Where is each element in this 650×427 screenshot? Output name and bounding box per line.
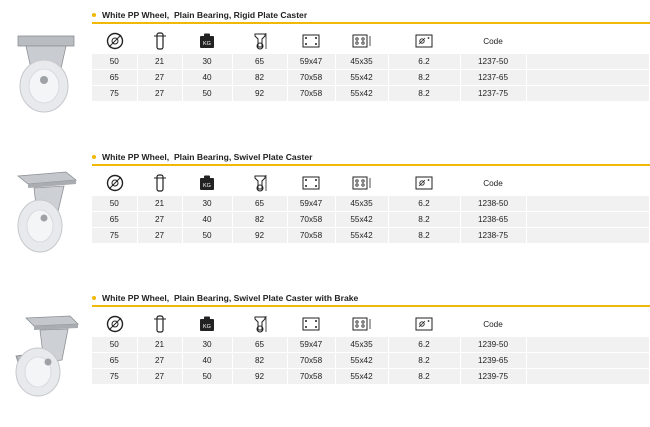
bolt-hole-diameter-icon [414,316,434,332]
cell-blank [526,353,650,369]
cell-code: 1237-50 [460,54,526,70]
title-underline [92,22,650,24]
section-title-row [92,150,312,164]
cell-load: 30 [182,337,232,353]
title-underline [92,305,650,307]
table-row [92,70,650,86]
table-row [92,228,650,244]
cell-blank [526,369,650,385]
cell-load: 40 [182,353,232,369]
wheel-width-icon [153,31,167,51]
table-row [92,212,650,228]
table-row [92,353,650,369]
cell-code: 1237-75 [460,86,526,102]
bolt-hole-spacing-icon [351,175,373,191]
cell-wheel-width: 27 [137,212,182,228]
cell-wheel-width: 27 [137,86,182,102]
cell-wheel-width: 27 [137,369,182,385]
cell-wheel-diameter: 50 [92,196,137,212]
cell-plate-size: 59x47 [287,337,335,353]
cell-load: 30 [182,196,232,212]
svg-text:KG: KG [203,324,211,330]
cell-wheel-diameter: 75 [92,228,137,244]
bolt-hole-spacing-icon [351,33,373,49]
cell-plate-size: 70x58 [287,353,335,369]
cell-hole-spacing: 55x42 [335,86,388,102]
bullet-icon [92,13,96,17]
cell-code: 1239-75 [460,369,526,385]
cell-wheel-diameter: 75 [92,369,137,385]
cell-hole-diameter: 6.2 [388,196,460,212]
height-icon [252,314,268,334]
cell-load: 30 [182,54,232,70]
cell-blank [526,196,650,212]
cell-wheel-diameter: 50 [92,54,137,70]
height-icon [252,31,268,51]
spec-table [92,28,650,102]
cell-blank [526,337,650,353]
load-kg-icon [199,33,215,49]
cell-wheel-diameter: 75 [92,86,137,102]
cell-wheel-width: 21 [137,54,182,70]
table-row [92,54,650,70]
cell-load: 50 [182,228,232,244]
table-row [92,337,650,353]
cell-hole-spacing: 55x42 [335,353,388,369]
cell-wheel-width: 27 [137,228,182,244]
cell-plate-size: 70x58 [287,86,335,102]
section-title: White PP Wheel, Plain Bearing, Rigid Plate Caster [102,10,308,20]
icon-header-row [92,311,650,337]
cell-hole-diameter: 8.2 [388,212,460,228]
cell-wheel-width: 27 [137,70,182,86]
section-title-row [92,291,358,305]
cell-height: 82 [232,70,287,86]
bullet-icon [92,155,96,159]
cell-wheel-width: 27 [137,353,182,369]
title-underline [92,164,650,166]
section-title: White PP Wheel, Plain Bearing, Swivel Plate Caster with Brake [102,293,359,303]
plate-size-icon [301,175,321,191]
code-column-header: Code [483,36,503,46]
cell-code: 1238-65 [460,212,526,228]
icon-header-row [92,28,650,54]
cell-plate-size: 59x47 [287,54,335,70]
table-row [92,369,650,385]
cell-code: 1237-65 [460,70,526,86]
cell-wheel-diameter: 50 [92,337,137,353]
cell-hole-spacing: 55x42 [335,369,388,385]
cell-height: 65 [232,54,287,70]
load-kg-icon [199,175,215,191]
code-column-header: Code [483,178,503,188]
wheel-diameter-icon [106,32,124,50]
cell-height: 65 [232,337,287,353]
cell-height: 92 [232,228,287,244]
cell-wheel-diameter: 65 [92,353,137,369]
cell-hole-spacing: 55x42 [335,70,388,86]
cell-hole-diameter: 8.2 [388,70,460,86]
cell-hole-spacing: 45x35 [335,196,388,212]
cell-code: 1238-50 [460,196,526,212]
cell-plate-size: 70x58 [287,212,335,228]
height-icon [252,173,268,193]
cell-hole-spacing: 55x42 [335,228,388,244]
cell-load: 50 [182,86,232,102]
spec-table [92,170,650,244]
cell-blank [526,70,650,86]
cell-plate-size: 70x58 [287,70,335,86]
cell-blank [526,212,650,228]
bolt-hole-diameter-icon [414,33,434,49]
cell-height: 82 [232,353,287,369]
cell-hole-diameter: 8.2 [388,86,460,102]
cell-blank [526,86,650,102]
cell-load: 40 [182,212,232,228]
cell-wheel-width: 21 [137,196,182,212]
cell-hole-spacing: 45x35 [335,54,388,70]
table-row [92,86,650,102]
wheel-diameter-icon [106,174,124,192]
cell-hole-diameter: 6.2 [388,54,460,70]
load-kg-icon [199,316,215,332]
cell-load: 40 [182,70,232,86]
cell-code: 1239-65 [460,353,526,369]
wheel-diameter-icon [106,315,124,333]
cell-wheel-width: 21 [137,337,182,353]
icon-header-row [92,170,650,196]
swivel-caster-image [4,168,86,258]
cell-load: 50 [182,369,232,385]
cell-hole-diameter: 8.2 [388,353,460,369]
spec-table [92,311,650,385]
bolt-hole-spacing-icon [351,316,373,332]
plate-size-icon [301,33,321,49]
svg-text:KG: KG [203,183,211,189]
bolt-hole-diameter-icon [414,175,434,191]
cell-code: 1239-50 [460,337,526,353]
cell-hole-diameter: 8.2 [388,369,460,385]
cell-height: 65 [232,196,287,212]
cell-blank [526,54,650,70]
cell-blank [526,228,650,244]
cell-wheel-diameter: 65 [92,212,137,228]
cell-hole-diameter: 6.2 [388,337,460,353]
table-row [92,196,650,212]
section-title: White PP Wheel, Plain Bearing, Swivel Plate Caster [102,152,313,162]
swivel-brake-caster-image [4,312,86,402]
cell-plate-size: 70x58 [287,228,335,244]
plate-size-icon [301,316,321,332]
rigid-caster-image [4,30,86,120]
cell-height: 82 [232,212,287,228]
code-column-header: Code [483,319,503,329]
cell-hole-diameter: 8.2 [388,228,460,244]
cell-height: 92 [232,369,287,385]
wheel-width-icon [153,173,167,193]
wheel-width-icon [153,314,167,334]
cell-hole-spacing: 45x35 [335,337,388,353]
cell-hole-spacing: 55x42 [335,212,388,228]
section-title-row [92,8,307,22]
cell-wheel-diameter: 65 [92,70,137,86]
bullet-icon [92,296,96,300]
svg-text:KG: KG [203,41,211,47]
cell-plate-size: 59x47 [287,196,335,212]
cell-plate-size: 70x58 [287,369,335,385]
cell-height: 92 [232,86,287,102]
cell-code: 1238-75 [460,228,526,244]
